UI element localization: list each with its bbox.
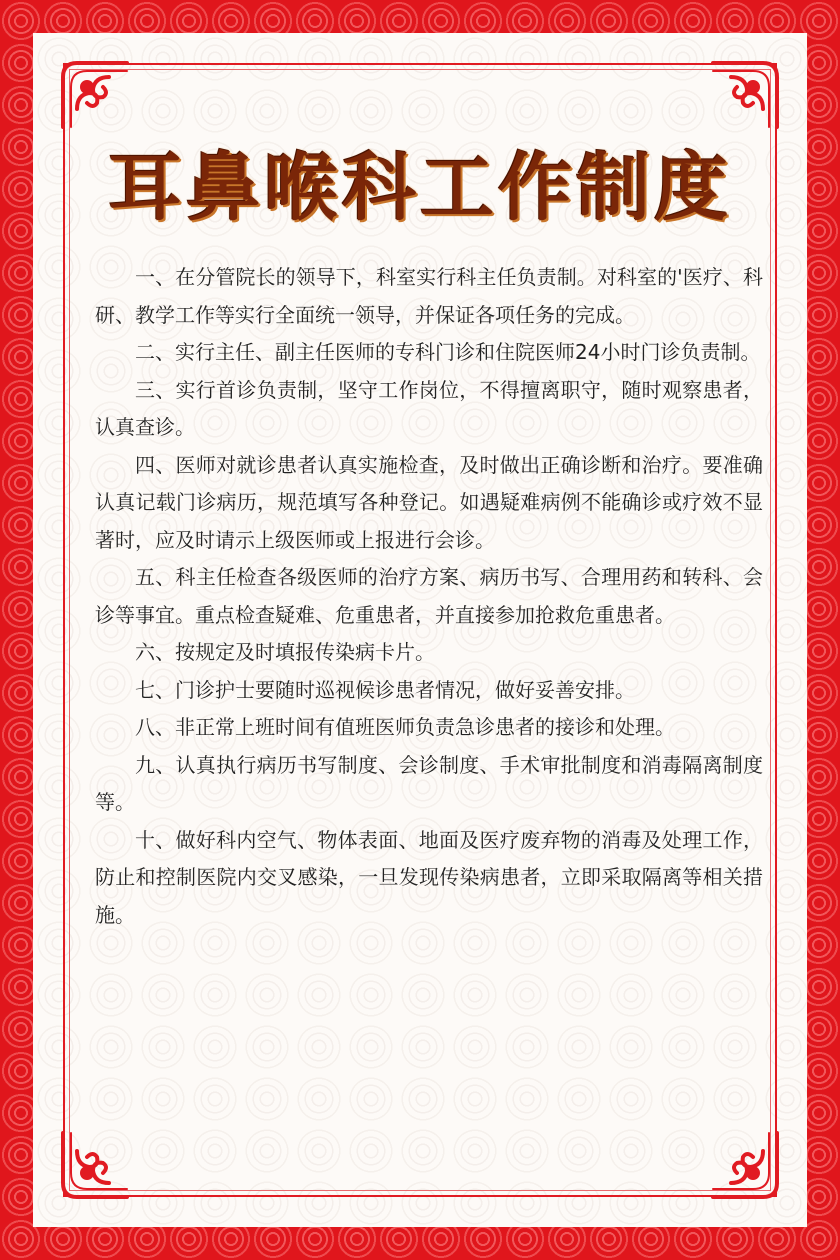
rule-item: 四、医师对就诊患者认真实施检查，及时做出正确诊断和治疗。要准确认真记载门诊病历，规范填写各种登记。如遇疑难病例不能确诊或疗效不显著时，应及时请示上级医师或上报进行会诊。 (95, 452, 763, 552)
rule-item: 十、做好科内空气、物体表面、地面及医疗废弃物的消毒及处理工作，防止和控制医院内交叉感染，一旦发现传染病患者，立即采取隔离等相关措施。 (95, 827, 763, 927)
corner-ornament-icon (707, 47, 793, 133)
document-panel (33, 33, 807, 1227)
rule-item: 七、门诊护士要随时巡视候诊患者情况，做好妥善安排。 (135, 677, 635, 702)
corner-ornament-icon (707, 1127, 793, 1213)
rule-item: 三、实行首诊负责制，坚守工作岗位，不得擅离职守，随时观察患者，认真查诊。 (95, 377, 763, 439)
rule-item: 九、认真执行病历书写制度、会诊制度、手术审批制度和消毒隔离制度等。 (95, 752, 763, 814)
corner-ornament-icon (47, 47, 133, 133)
rules-list (95, 259, 763, 934)
rule-item: 八、非正常上班时间有值班医师负责急诊患者的接诊和处理。 (135, 715, 675, 739)
rule-item: 一、在分管院长的领导下，科室实行科主任负责制。对科室的'医疗、科研、教学工作等实行全面统一领导，并保证各项任务的完成。 (95, 265, 763, 327)
corner-ornament-icon (47, 1127, 133, 1213)
page-title: 耳鼻喉科工作制度 (108, 145, 732, 231)
rule-item: 二、实行主任、副主任医师的专科门诊和住院医师24小时门诊负责制。 (135, 340, 761, 364)
rule-item: 六、按规定及时填报传染病卡片。 (135, 640, 435, 664)
rule-item: 五、科主任检查各级医师的治疗方案、病历书写、合理用药和转科、会诊等事宜。重点检查疑难、危重患者，并直接参加抢救危重患者。 (95, 565, 763, 627)
